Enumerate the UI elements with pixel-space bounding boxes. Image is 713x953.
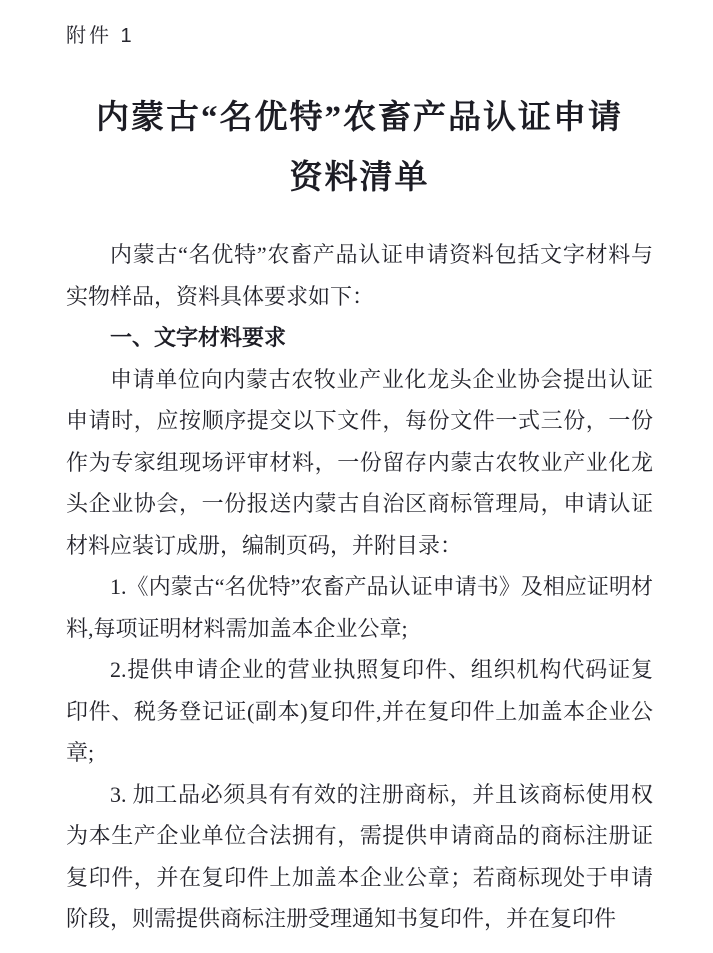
- section-heading-text-materials: 一、文字材料要求: [110, 325, 287, 350]
- list-item-1-application-form: 1.《内蒙古“名优特”农畜产品认证申请书》及相应证明材料,每项证明材料需加盖本企业公章;: [66, 574, 653, 641]
- attachment-label: 附件 1: [66, 25, 135, 47]
- title-line-2: 资料清单: [289, 160, 430, 196]
- list-item-2-business-license: 2.提供申请企业的营业执照复印件、组织机构代码证复印件、税务登记证(副本)复印件,并在复印件上加盖本企业公章;: [66, 657, 653, 765]
- document-body: [66, 234, 653, 940]
- title-line-1: 内蒙古“名优特”农畜产品认证申请: [96, 100, 623, 136]
- paragraph-submission-requirements: 申请单位向内蒙古农牧业产业化龙头企业协会提出认证申请时，应按顺序提交以下文件，每份文件一式三份，一份作为专家组现场评审材料，一份留存内蒙古农牧业产业化龙头企业协会，一份报送内蒙古自治区商标管理局，申请认证材料应装订成册，编制页码，并附目录：: [66, 366, 653, 558]
- document-title: [66, 88, 653, 208]
- paragraph-intro: 内蒙古“名优特”农畜产品认证申请资料包括文字材料与实物样品，资料具体要求如下：: [66, 242, 653, 309]
- list-item-3-trademark: 3. 加工品必须具有有效的注册商标，并且该商标使用权为本生产企业单位合法拥有，需提供申请商品的商标注册证复印件，并在复印件上加盖本企业公章；若商标现处于申请阶段，则需提供商标注册受理通知书复印件，并在复印件: [66, 781, 653, 931]
